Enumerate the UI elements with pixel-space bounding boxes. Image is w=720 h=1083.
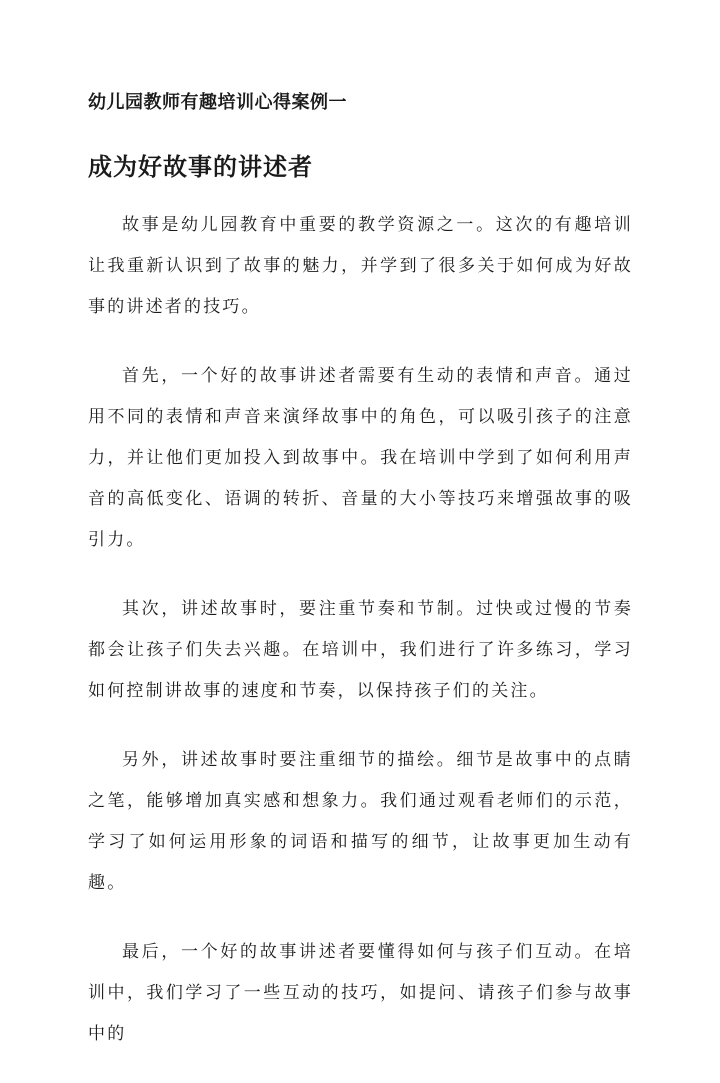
paragraph: 首先，一个好的故事讲述者需要有生动的表情和声音。通过用不同的表情和声音来演绎故事中的角色，可以吸引孩子的注意力，并让他们更加投入到故事中。我在培训中学到了如何利用声音的高低变化、语调的转折、音量的大小等技巧来增强故事的吸引力。 bbox=[88, 366, 633, 550]
paragraph: 其次，讲述故事时，要注重节奏和节制。过快或过慢的节奏都会让孩子们失去兴趣。在培训中，我们进行了许多练习，学习如何控制讲故事的速度和节奏，以保持孩子们的关注。 bbox=[88, 599, 633, 701]
document-body bbox=[88, 205, 633, 1083]
paragraph: 最后，一个好的故事讲述者要懂得如何与孩子们互动。在培训中，我们学习了一些互动的技巧，如提问、请孩子们参与故事中的 bbox=[88, 942, 633, 1044]
paragraph: 故事是幼儿园教育中重要的教学资源之一。这次的有趣培训让我重新认识到了故事的魅力，并学到了很多关于如何成为好故事的讲述者的技巧。 bbox=[88, 215, 633, 317]
document-title: 幼儿园教师有趣培训心得案例一 bbox=[88, 92, 347, 113]
section-title: 成为好故事的讲述者 bbox=[88, 152, 313, 181]
paragraph: 另外，讲述故事时要注重细节的描绘。细节是故事中的点睛之笔，能够增加真实感和想象力。我们通过观看老师们的示范，学习了如何运用形象的词语和描写的细节，让故事更加生动有趣。 bbox=[88, 750, 633, 893]
